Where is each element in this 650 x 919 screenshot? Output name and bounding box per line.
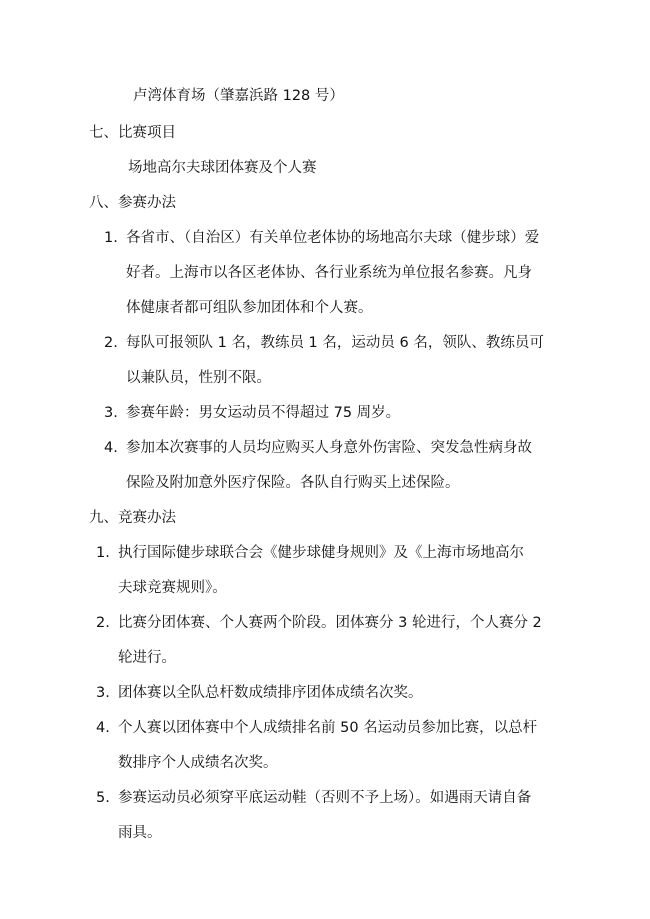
list-item-line: 好者。上海市以各区老体协、各行业系统为单位报名参赛。凡身 bbox=[126, 265, 532, 281]
list-item-number: 4. bbox=[104, 440, 118, 456]
list-item-line: 执行国际健步球联合会《健步球健身规则》及《上海市场地高尔 bbox=[118, 545, 524, 561]
list-item-line: 轮进行。 bbox=[118, 650, 176, 666]
list-item-number: 3. bbox=[96, 685, 110, 701]
list-item-line: 参赛年龄：男女运动员不得超过 75 周岁。 bbox=[126, 405, 401, 421]
section8-heading: 八、参赛办法 bbox=[89, 195, 176, 211]
list-item-line: 夫球竞赛规则》。 bbox=[118, 580, 227, 596]
list-item-line: 参赛运动员必须穿平底运动鞋（否则不予上场）。如遇雨天请自备 bbox=[118, 790, 532, 806]
list-item-line: 团体赛以全队总杆数成绩排序团体成绩名次奖。 bbox=[118, 685, 423, 701]
list-item-line: 个人赛以团体赛中个人成绩排名前 50 名运动员参加比赛，以总杆 bbox=[118, 720, 538, 736]
venue-line: 卢湾体育场（肇嘉浜路 128 号） bbox=[133, 88, 344, 104]
list-item-number: 5. bbox=[96, 790, 110, 806]
list-item-line: 体健康者都可组队参加团体和个人赛。 bbox=[126, 300, 373, 316]
list-item-number: 4. bbox=[96, 720, 110, 736]
list-item-line: 保险及附加意外医疗保险。各队自行购买上述保险。 bbox=[126, 475, 460, 491]
section9-heading: 九、竞赛办法 bbox=[89, 510, 176, 526]
list-item-number: 1. bbox=[96, 545, 110, 561]
list-item-line: 比赛分团体赛、个人赛两个阶段。团体赛分 3 轮进行，个人赛分 2 bbox=[118, 615, 542, 631]
list-item-number: 3. bbox=[104, 405, 118, 421]
list-item-line: 各省市、（自治区）有关单位老体协的场地高尔夫球（健步球）爱 bbox=[126, 230, 540, 246]
list-item-number: 2. bbox=[104, 335, 118, 351]
list-item-number: 2. bbox=[96, 615, 110, 631]
section7-body: 场地高尔夫球团体赛及个人赛 bbox=[128, 160, 317, 176]
list-item-number: 1. bbox=[104, 230, 118, 246]
list-item-line: 雨具。 bbox=[118, 825, 162, 841]
section7-heading: 七、比赛项目 bbox=[89, 125, 176, 141]
list-item-line: 数排序个人成绩名次奖。 bbox=[118, 755, 278, 771]
list-item-line: 每队可报领队 1 名，教练员 1 名，运动员 6 名，领队、教练员可 bbox=[126, 335, 544, 351]
list-item-line: 以兼队员，性别不限。 bbox=[126, 370, 271, 386]
list-item-line: 参加本次赛事的人员均应购买人身意外伤害险、突发急性病身故 bbox=[126, 440, 532, 456]
